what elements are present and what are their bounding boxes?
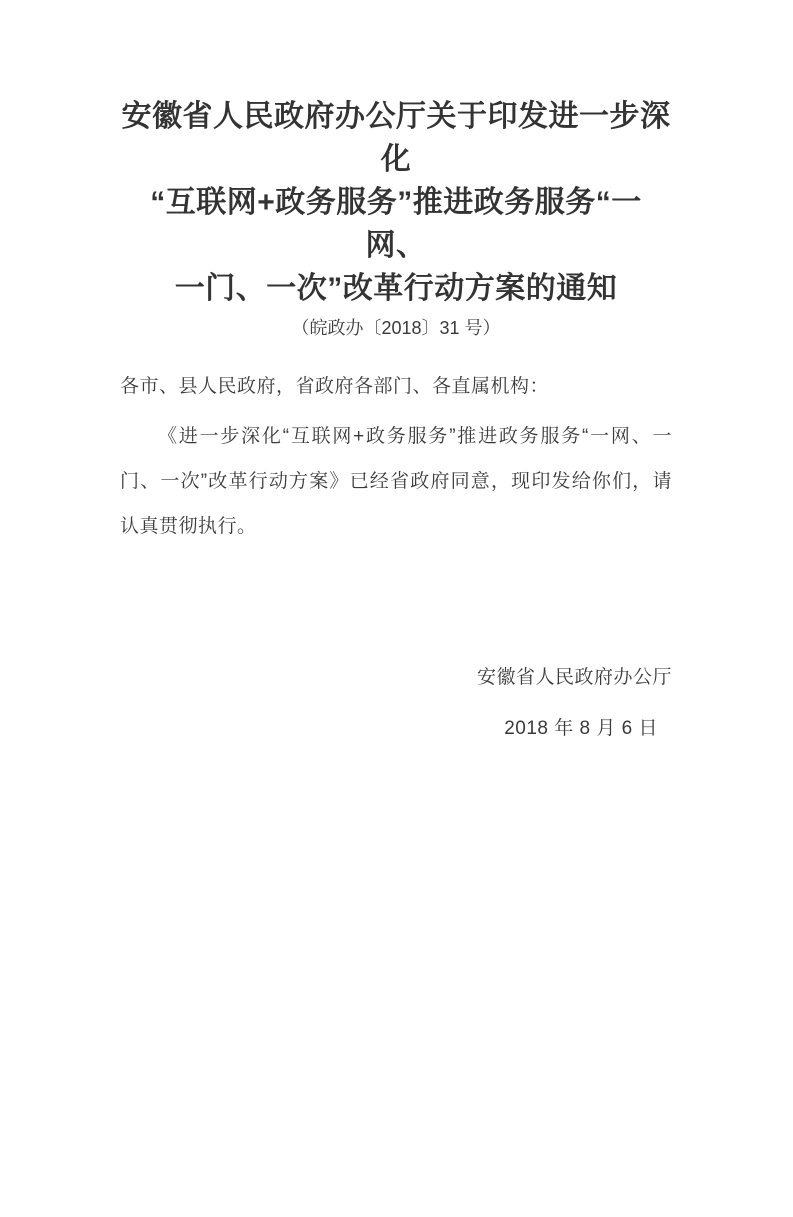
body-paragraph: 《进一步深化“互联网+政务服务”推进政务服务“一网、一门、一次”改革行动方案》已经省政府同意，现印发给你们，请认真贯彻执行。 [120,426,672,537]
document-page [0,95,793,1217]
document-content [0,95,793,751]
document-title-line-4: 一门、一次”改革行动方案的通知 [174,272,618,305]
document-title-line-2: 化 [380,143,412,176]
document-title-line-3: “互联网+政务服务”推进政务服务“一网、 [150,186,642,262]
salutation: 各市、县人民政府，省政府各部门、各直属机构： [120,376,550,397]
signature-block [120,655,672,751]
document-title-line-1: 安徽省人民政府办公厅关于印发进一步深 [121,100,671,133]
issuer-name: 安徽省人民政府办公厅 [476,667,672,688]
issue-date: 2018 年 8 月 6 日 [504,718,658,739]
document-title [120,95,672,310]
document-number: （皖政办〔2018〕31 号） [291,318,501,338]
